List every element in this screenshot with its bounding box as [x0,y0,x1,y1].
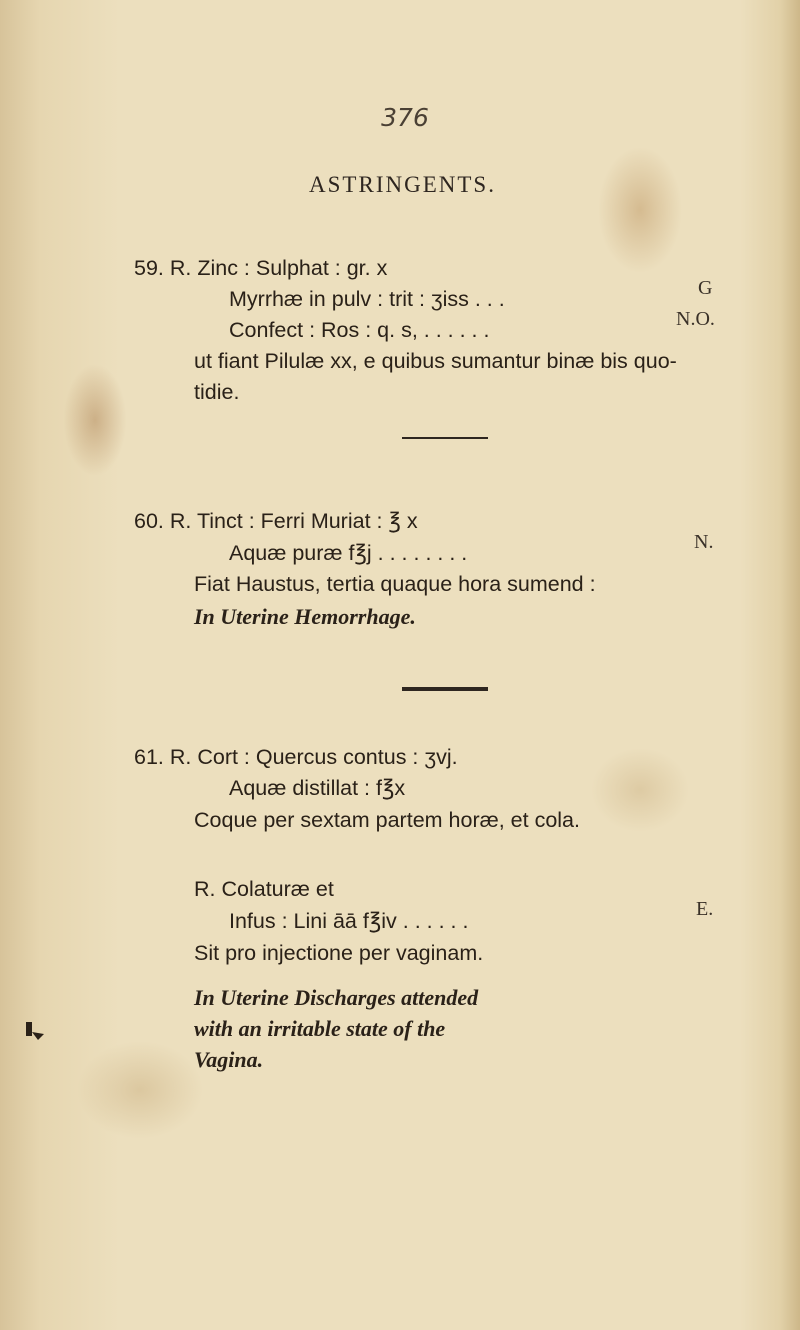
recipe-59-line-4: ut fiant Pilulæ xx, e quibus sumantur binæ bis quo- [194,349,677,373]
recipe-60-line-2: Aquæ puræ f℥j . . . . . . . . [229,541,468,565]
separator-rule-1 [402,437,488,439]
recipe-60-line-3: Fiat Haustus, tertia quaque hora sumend : [194,572,596,596]
recipe-61-line-3: Coque per sextam partem horæ, et cola. [194,808,580,832]
recipe-59-line-1: 59. R. Zinc : Sulphat : gr. x [134,256,388,280]
recipe-61-indication-2: with an irritable state of the [194,1016,446,1041]
recipe-61-line-4: R. Colaturæ et [194,877,334,901]
recipe-59-line-5: tidie. [194,380,240,404]
recipe-60-indication: In Uterine Hemorrhage. [194,604,416,629]
recipe-61-line-5: Infus : Lini āā f℥iv . . . . . . [229,909,469,933]
section-heading: ASTRINGENTS. [309,172,496,197]
recipe-59-margin-g: G [698,277,713,299]
page-number: 376 [381,103,429,132]
separator-rule-2 [402,687,488,691]
recipe-61-margin-e: E. [696,898,714,920]
recipe-59-margin-no: N.O. [676,308,715,330]
recipe-60-margin-n: N. [694,531,714,553]
recipe-60-line-1: 60. R. Tinct : Ferri Muriat : ℥ x [134,509,418,533]
printer-mark-icon [24,1020,46,1042]
recipe-61-indication-3: Vagina. [194,1047,264,1072]
recipe-61-line-1: 61. R. Cort : Quercus contus : ʒvj. [134,745,458,769]
recipe-59-line-3: Confect : Ros : q. s, . . . . . . [229,318,490,342]
recipe-61-line-6: Sit pro injectione per vaginam. [194,941,484,965]
recipe-61-line-2: Aquæ distillat : f℥x [229,776,406,800]
recipe-61-indication-1: In Uterine Discharges attended [194,985,479,1010]
recipe-59-line-2: Myrrhæ in pulv : trit : ʒiss . . . [229,287,505,311]
